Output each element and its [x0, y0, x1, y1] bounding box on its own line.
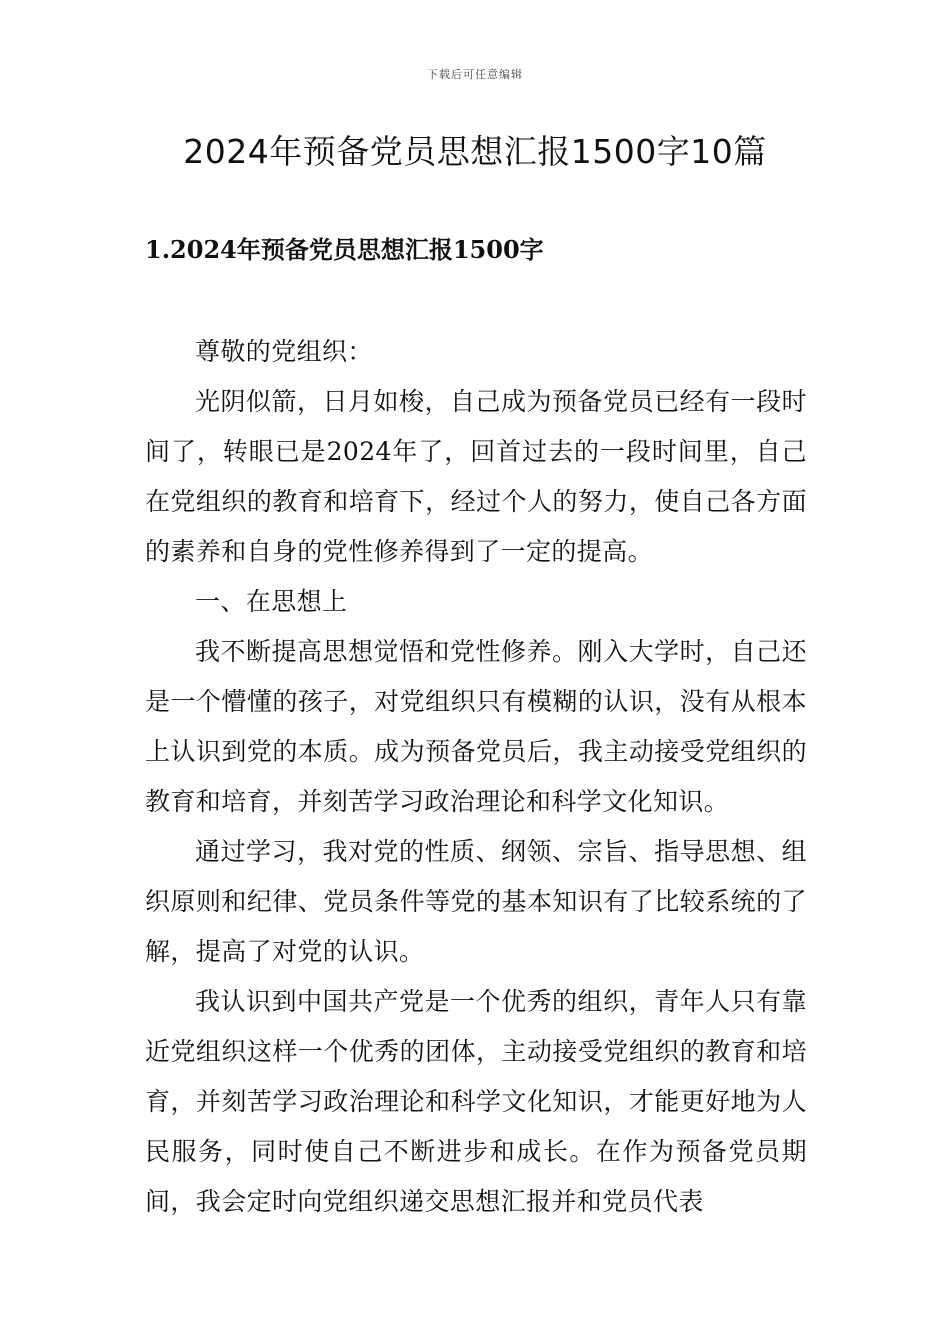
paragraph: 我认识到中国共产党是一个优秀的组织，青年人只有靠近党组织这样一个优秀的团体，主动接受党组织的教育和培育，并刻苦学习政治理论和科学文化知识，才能更好地为人民服务，同时使自己不断进步和成长。在作为预备党员期间，我会定时向党组织递交思想汇报并和党员代表 [145, 987, 807, 1216]
paragraph: 我不断提高思想觉悟和党性修养。刚入大学时，自己还是一个懵懂的孩子，对党组织只有模糊的认识，没有从根本上认识到党的本质。成为预备党员后，我主动接受党组织的教育和培育，并刻苦学习政治理论和科学文化知识。 [145, 637, 807, 816]
header-note: 下载后可任意编辑 [427, 68, 523, 81]
body-text [145, 327, 807, 1227]
salutation: 尊敬的党组织： [195, 337, 373, 366]
document-title: 2024年预备党员思想汇报1500字10篇 [183, 132, 767, 171]
subheading: 一、在思想上 [195, 587, 348, 616]
paragraph: 通过学习，我对党的性质、纲领、宗旨、指导思想、组织原则和纪律、党员条件等党的基本知识有了比较系统的了解，提高了对党的认识。 [145, 837, 807, 966]
paragraph: 光阴似箭，日月如梭，自己成为预备党员已经有一段时间了，转眼已是2024年了，回首过去的一段时间里，自己在党组织的教育和培育下，经过个人的努力，使自己各方面的素养和自身的党性修养得到了一定的提高。 [145, 387, 807, 566]
section-heading: 1.2024年预备党员思想汇报1500字 [145, 235, 544, 264]
